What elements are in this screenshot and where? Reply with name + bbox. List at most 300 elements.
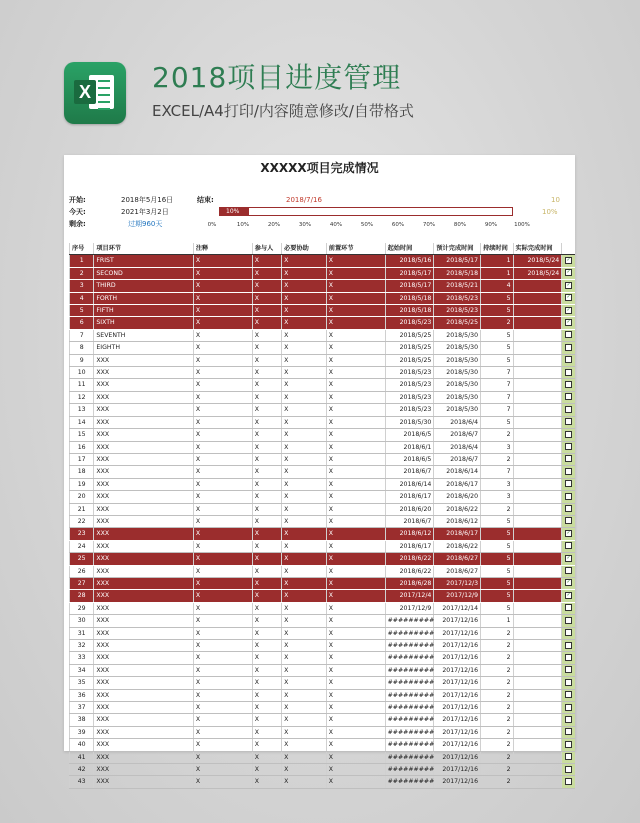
table-cell: XXX bbox=[94, 553, 193, 565]
table-cell: X bbox=[252, 491, 281, 503]
progress-tick-label: 100% bbox=[514, 222, 530, 228]
table-cell: 4 bbox=[481, 280, 513, 292]
table-cell: X bbox=[326, 751, 385, 763]
table-cell: XXX bbox=[94, 615, 193, 627]
completion-checkbox[interactable] bbox=[565, 369, 572, 376]
table-cell bbox=[513, 466, 562, 478]
completion-cell bbox=[562, 540, 575, 552]
table-row bbox=[70, 689, 576, 701]
table-cell bbox=[513, 577, 562, 589]
completion-checkbox[interactable]: ✓ bbox=[566, 554, 571, 561]
completion-cell bbox=[562, 751, 575, 763]
completion-cell bbox=[562, 491, 575, 503]
column-header: 预计完成时间 bbox=[434, 243, 481, 255]
table-cell: 2017/12/16 bbox=[434, 726, 481, 738]
table-cell: 2017/12/16 bbox=[434, 664, 481, 676]
table-cell: 3 bbox=[481, 491, 513, 503]
table-cell: X bbox=[193, 776, 252, 788]
table-cell: XXX bbox=[94, 652, 193, 664]
page-subtitle: EXCEL/A4打印/内容随意修改/自带格式 bbox=[152, 102, 414, 120]
table-cell: 2018/5/30 bbox=[434, 329, 481, 341]
excel-logo-icon bbox=[64, 62, 126, 124]
table-cell: X bbox=[282, 553, 327, 565]
table-cell: 7 bbox=[481, 367, 513, 379]
table-cell: X bbox=[193, 466, 252, 478]
table-cell bbox=[513, 764, 562, 776]
completion-checkbox[interactable] bbox=[565, 381, 572, 388]
sheet-title: XXXXX项目完成情况 bbox=[260, 161, 379, 175]
table-row bbox=[70, 627, 576, 639]
completion-cell bbox=[562, 367, 575, 379]
table-cell: 25 bbox=[70, 553, 94, 565]
table-row bbox=[70, 255, 576, 267]
table-row bbox=[70, 652, 576, 664]
table-cell: X bbox=[252, 292, 281, 304]
completion-checkbox[interactable] bbox=[565, 455, 572, 462]
table-cell: X bbox=[193, 702, 252, 714]
table-cell: 5 bbox=[481, 354, 513, 366]
progress-tick-label: 0% bbox=[207, 222, 217, 228]
table-cell: 21 bbox=[70, 503, 94, 515]
table-cell: XXX bbox=[94, 751, 193, 763]
table-cell: 2018/6/17 bbox=[385, 491, 434, 503]
table-cell bbox=[513, 416, 562, 428]
table-cell: 2018/5/30 bbox=[385, 416, 434, 428]
table-cell: 5 bbox=[481, 540, 513, 552]
completion-cell bbox=[562, 305, 575, 317]
table-cell bbox=[513, 714, 562, 726]
table-cell: 18 bbox=[70, 466, 94, 478]
table-header bbox=[70, 243, 576, 255]
table-row bbox=[70, 677, 576, 689]
table-cell: X bbox=[282, 255, 327, 267]
table-cell bbox=[513, 652, 562, 664]
table-cell: ######### bbox=[385, 702, 434, 714]
table-row bbox=[70, 726, 576, 738]
table-cell: ######### bbox=[385, 726, 434, 738]
table-cell: X bbox=[326, 565, 385, 577]
table-cell: X bbox=[193, 515, 252, 527]
table-cell: X bbox=[326, 577, 385, 589]
table-cell: X bbox=[252, 404, 281, 416]
table-cell: 2018/5/25 bbox=[385, 342, 434, 354]
table-cell: 2018/5/23 bbox=[385, 317, 434, 329]
completion-checkbox[interactable] bbox=[565, 393, 572, 400]
table-cell: 2017/12/16 bbox=[434, 627, 481, 639]
completion-cell bbox=[562, 267, 575, 279]
table-cell: X bbox=[326, 664, 385, 676]
table-cell: X bbox=[326, 491, 385, 503]
table-cell: 29 bbox=[70, 602, 94, 614]
table-row bbox=[70, 540, 576, 552]
table-cell: X bbox=[193, 627, 252, 639]
table-cell: XXX bbox=[94, 726, 193, 738]
completion-cell bbox=[562, 677, 575, 689]
table-cell: 22 bbox=[70, 515, 94, 527]
table-cell: 2017/12/16 bbox=[434, 739, 481, 751]
table-row bbox=[70, 751, 576, 763]
table-cell: X bbox=[282, 317, 327, 329]
table-cell bbox=[513, 640, 562, 652]
table-cell bbox=[513, 776, 562, 788]
progress-tick-label: 40% bbox=[329, 222, 343, 228]
table-cell: X bbox=[252, 391, 281, 403]
table-row bbox=[70, 367, 576, 379]
table-cell: X bbox=[326, 528, 385, 540]
completion-checkbox[interactable] bbox=[565, 604, 572, 611]
progress-tick-label: 80% bbox=[453, 222, 467, 228]
table-cell bbox=[513, 342, 562, 354]
table-row bbox=[70, 466, 576, 478]
completion-cell bbox=[562, 764, 575, 776]
table-cell: 2018/6/5 bbox=[385, 429, 434, 441]
table-cell bbox=[513, 615, 562, 627]
table-cell: 2018/6/27 bbox=[434, 565, 481, 577]
table-cell bbox=[513, 627, 562, 639]
completion-checkbox[interactable] bbox=[565, 753, 572, 760]
table-cell: 2 bbox=[481, 726, 513, 738]
table-cell: 2018/6/17 bbox=[434, 478, 481, 490]
table-cell bbox=[513, 565, 562, 577]
table-cell: X bbox=[326, 292, 385, 304]
table-row bbox=[70, 317, 576, 329]
table-row bbox=[70, 305, 576, 317]
table-cell: 26 bbox=[70, 565, 94, 577]
table-cell: X bbox=[252, 354, 281, 366]
table-cell: X bbox=[326, 677, 385, 689]
table-cell: 5 bbox=[481, 305, 513, 317]
table-row bbox=[70, 429, 576, 441]
table-cell: 2018/6/4 bbox=[434, 441, 481, 453]
progress-tick-label: 50% bbox=[360, 222, 374, 228]
table-cell: 2018/5/18 bbox=[434, 267, 481, 279]
table-cell: X bbox=[193, 689, 252, 701]
table-cell: X bbox=[282, 342, 327, 354]
completion-checkbox[interactable] bbox=[565, 741, 572, 748]
table-cell: XXX bbox=[94, 391, 193, 403]
table-cell: 24 bbox=[70, 540, 94, 552]
table-cell: X bbox=[326, 317, 385, 329]
table-cell bbox=[513, 540, 562, 552]
completion-cell bbox=[562, 429, 575, 441]
table-cell: X bbox=[193, 354, 252, 366]
table-cell: 5 bbox=[481, 329, 513, 341]
table-cell: X bbox=[326, 702, 385, 714]
table-cell: X bbox=[252, 515, 281, 527]
table-cell: X bbox=[326, 764, 385, 776]
completion-checkbox[interactable] bbox=[565, 691, 572, 698]
table-cell: X bbox=[252, 429, 281, 441]
table-cell: X bbox=[282, 627, 327, 639]
table-cell: 2018/6/17 bbox=[434, 528, 481, 540]
completion-checkbox[interactable] bbox=[565, 505, 572, 512]
table-cell bbox=[513, 702, 562, 714]
completion-cell bbox=[562, 689, 575, 701]
table-cell bbox=[513, 751, 562, 763]
table-cell: 2017/12/16 bbox=[434, 702, 481, 714]
completion-checkbox[interactable] bbox=[565, 704, 572, 711]
task-table bbox=[69, 243, 575, 789]
completion-checkbox[interactable] bbox=[565, 642, 572, 649]
table-cell: 2017/12/4 bbox=[385, 590, 434, 602]
table-cell: X bbox=[252, 379, 281, 391]
table-cell: X bbox=[326, 342, 385, 354]
completion-checkbox[interactable] bbox=[565, 406, 572, 413]
completion-cell bbox=[562, 503, 575, 515]
table-cell: X bbox=[282, 367, 327, 379]
table-cell: X bbox=[326, 739, 385, 751]
completion-checkbox[interactable] bbox=[565, 517, 572, 524]
table-row bbox=[70, 280, 576, 292]
table-cell bbox=[513, 280, 562, 292]
table-cell: 2 bbox=[70, 267, 94, 279]
table-cell: 9 bbox=[70, 354, 94, 366]
table-cell: X bbox=[282, 615, 327, 627]
completion-checkbox[interactable] bbox=[565, 766, 572, 773]
completion-checkbox[interactable]: ✓ bbox=[566, 591, 571, 598]
table-row bbox=[70, 503, 576, 515]
column-header: 起始时间 bbox=[385, 243, 434, 255]
completion-checkbox[interactable] bbox=[565, 443, 572, 450]
table-cell: 2018/6/12 bbox=[385, 528, 434, 540]
table-cell bbox=[513, 453, 562, 465]
progress-tick-label: 70% bbox=[422, 222, 436, 228]
table-cell: X bbox=[282, 702, 327, 714]
table-cell: 2 bbox=[481, 739, 513, 751]
table-cell: X bbox=[252, 590, 281, 602]
completion-checkbox[interactable] bbox=[565, 778, 572, 785]
table-cell: X bbox=[282, 726, 327, 738]
end-label: 结束: bbox=[197, 196, 214, 204]
table-cell: 2018/5/23 bbox=[434, 305, 481, 317]
table-row bbox=[70, 590, 576, 602]
completion-cell bbox=[562, 255, 575, 267]
table-cell: 38 bbox=[70, 714, 94, 726]
table-cell: FORTH bbox=[94, 292, 193, 304]
table-cell bbox=[513, 689, 562, 701]
table-cell: X bbox=[193, 577, 252, 589]
table-cell: X bbox=[282, 453, 327, 465]
table-cell bbox=[513, 491, 562, 503]
table-cell: X bbox=[193, 751, 252, 763]
table-cell: X bbox=[282, 689, 327, 701]
table-cell: XXX bbox=[94, 466, 193, 478]
completion-checkbox[interactable] bbox=[565, 542, 572, 549]
remain-label: 剩余: bbox=[69, 220, 86, 228]
table-cell: X bbox=[326, 652, 385, 664]
table-cell: 2 bbox=[481, 429, 513, 441]
table-row bbox=[70, 329, 576, 341]
table-cell: 5 bbox=[481, 590, 513, 602]
table-cell: 2018/6/28 bbox=[385, 577, 434, 589]
completion-checkbox[interactable]: ✓ bbox=[566, 306, 571, 313]
table-cell: XXX bbox=[94, 590, 193, 602]
table-cell: X bbox=[193, 292, 252, 304]
table-cell bbox=[513, 726, 562, 738]
table-cell: 5 bbox=[481, 416, 513, 428]
table-cell: XXX bbox=[94, 702, 193, 714]
completion-cell bbox=[562, 702, 575, 714]
table-row bbox=[70, 664, 576, 676]
table-cell bbox=[513, 441, 562, 453]
completion-cell bbox=[562, 478, 575, 490]
table-cell: 2 bbox=[481, 652, 513, 664]
table-cell: X bbox=[282, 491, 327, 503]
completion-checkbox[interactable] bbox=[565, 666, 572, 673]
column-header: 项目环节 bbox=[94, 243, 193, 255]
table-cell: X bbox=[252, 305, 281, 317]
table-cell: 2018/5/23 bbox=[385, 391, 434, 403]
table-cell: 2018/5/30 bbox=[434, 367, 481, 379]
completion-cell bbox=[562, 528, 575, 540]
table-cell: 2018/6/22 bbox=[434, 540, 481, 552]
column-header: 参与人 bbox=[252, 243, 281, 255]
completion-checkbox[interactable]: ✓ bbox=[566, 269, 571, 276]
completion-checkbox[interactable] bbox=[565, 567, 572, 574]
table-cell: XXX bbox=[94, 565, 193, 577]
completion-checkbox[interactable] bbox=[565, 493, 572, 500]
table-cell: 5 bbox=[481, 528, 513, 540]
table-cell: X bbox=[252, 702, 281, 714]
table-cell: X bbox=[252, 776, 281, 788]
completion-checkbox[interactable] bbox=[565, 418, 572, 425]
table-cell: X bbox=[326, 714, 385, 726]
completion-checkbox[interactable]: ✓ bbox=[566, 281, 571, 288]
table-row bbox=[70, 441, 576, 453]
table-cell: X bbox=[282, 267, 327, 279]
table-cell: 2018/6/7 bbox=[434, 453, 481, 465]
table-cell: X bbox=[326, 429, 385, 441]
table-cell: X bbox=[193, 453, 252, 465]
completion-checkbox[interactable] bbox=[565, 654, 572, 661]
table-cell: X bbox=[252, 267, 281, 279]
table-row bbox=[70, 379, 576, 391]
page-title: 2018项目进度管理 bbox=[152, 61, 402, 94]
table-cell: 32 bbox=[70, 640, 94, 652]
table-cell: X bbox=[252, 441, 281, 453]
table-cell: XXX bbox=[94, 367, 193, 379]
table-cell: 40 bbox=[70, 739, 94, 751]
column-header bbox=[562, 243, 575, 255]
completion-checkbox[interactable]: ✓ bbox=[566, 529, 571, 536]
completion-checkbox[interactable] bbox=[565, 617, 572, 624]
table-cell: XXX bbox=[94, 528, 193, 540]
table-cell: 2017/12/16 bbox=[434, 652, 481, 664]
table-cell: 3 bbox=[481, 441, 513, 453]
completion-checkbox[interactable] bbox=[565, 716, 572, 723]
table-cell: XXX bbox=[94, 491, 193, 503]
table-cell: 2018/5/25 bbox=[385, 354, 434, 366]
completion-checkbox[interactable] bbox=[565, 728, 572, 735]
completion-cell bbox=[562, 441, 575, 453]
table-cell: X bbox=[252, 280, 281, 292]
table-cell: 2 bbox=[481, 640, 513, 652]
table-cell: ######### bbox=[385, 739, 434, 751]
completion-checkbox[interactable] bbox=[565, 629, 572, 636]
table-cell: 2018/5/17 bbox=[385, 267, 434, 279]
table-cell: ######### bbox=[385, 689, 434, 701]
column-header: 序号 bbox=[70, 243, 94, 255]
table-cell: 37 bbox=[70, 702, 94, 714]
table-cell bbox=[513, 503, 562, 515]
table-cell: 35 bbox=[70, 677, 94, 689]
table-cell: 1 bbox=[481, 255, 513, 267]
table-cell: 2018/5/23 bbox=[434, 292, 481, 304]
completion-checkbox[interactable] bbox=[565, 468, 572, 475]
table-cell: 1 bbox=[70, 255, 94, 267]
table-row bbox=[70, 640, 576, 652]
completion-checkbox[interactable] bbox=[565, 344, 572, 351]
table-cell: 3 bbox=[70, 280, 94, 292]
table-row bbox=[70, 491, 576, 503]
completion-checkbox[interactable]: ✓ bbox=[566, 256, 571, 263]
table-cell: ######### bbox=[385, 627, 434, 639]
table-cell: X bbox=[252, 764, 281, 776]
table-cell: XXX bbox=[94, 764, 193, 776]
table-cell: X bbox=[193, 305, 252, 317]
table-row bbox=[70, 615, 576, 627]
completion-checkbox[interactable] bbox=[565, 480, 572, 487]
table-cell: X bbox=[252, 640, 281, 652]
table-row bbox=[70, 776, 576, 788]
completion-checkbox[interactable] bbox=[565, 356, 572, 363]
completion-checkbox[interactable] bbox=[565, 679, 572, 686]
table-cell: X bbox=[326, 404, 385, 416]
table-cell: 2018/6/27 bbox=[434, 553, 481, 565]
completion-checkbox[interactable]: ✓ bbox=[566, 294, 571, 301]
table-cell: X bbox=[193, 664, 252, 676]
table-cell: 2 bbox=[481, 751, 513, 763]
table-cell: 10 bbox=[70, 367, 94, 379]
table-cell: X bbox=[252, 478, 281, 490]
table-cell: XXX bbox=[94, 602, 193, 614]
table-cell: X bbox=[326, 640, 385, 652]
table-cell: X bbox=[326, 367, 385, 379]
completion-cell bbox=[562, 453, 575, 465]
completion-cell bbox=[562, 627, 575, 639]
table-cell: X bbox=[326, 726, 385, 738]
table-cell bbox=[513, 739, 562, 751]
table-cell: X bbox=[193, 280, 252, 292]
table-cell: X bbox=[326, 590, 385, 602]
table-cell: XXX bbox=[94, 404, 193, 416]
completion-checkbox[interactable] bbox=[565, 331, 572, 338]
table-cell bbox=[513, 379, 562, 391]
table-cell: X bbox=[282, 565, 327, 577]
completion-checkbox[interactable]: ✓ bbox=[566, 579, 571, 586]
table-cell: X bbox=[252, 329, 281, 341]
table-cell: 2017/12/16 bbox=[434, 764, 481, 776]
table-cell: 5 bbox=[481, 342, 513, 354]
table-cell: X bbox=[282, 677, 327, 689]
table-cell: X bbox=[193, 317, 252, 329]
completion-checkbox[interactable]: ✓ bbox=[566, 318, 571, 325]
table-cell: 2018/6/1 bbox=[385, 441, 434, 453]
table-cell: 2018/5/24 bbox=[513, 267, 562, 279]
completion-cell bbox=[562, 379, 575, 391]
table-row bbox=[70, 354, 576, 366]
table-cell: XXX bbox=[94, 515, 193, 527]
table-cell: 27 bbox=[70, 577, 94, 589]
table-cell: 19 bbox=[70, 478, 94, 490]
table-cell: X bbox=[252, 627, 281, 639]
table-cell: 2 bbox=[481, 714, 513, 726]
table-cell: 2 bbox=[481, 317, 513, 329]
table-row bbox=[70, 453, 576, 465]
table-cell: THIRD bbox=[94, 280, 193, 292]
completion-checkbox[interactable] bbox=[565, 431, 572, 438]
table-cell: 2018/5/30 bbox=[434, 404, 481, 416]
